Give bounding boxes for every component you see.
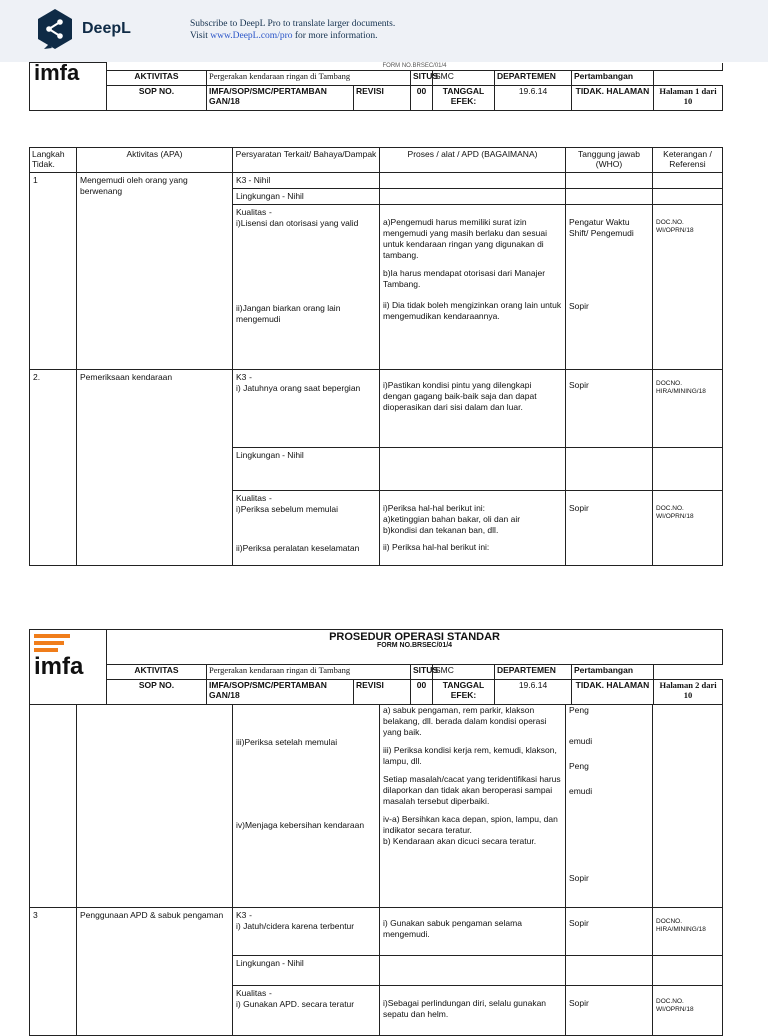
step-3-kualitas-ref: DOC.NO. WI/OPRN/18 [653,986,723,1036]
col-aktivitas: Aktivitas (APA) [77,148,233,173]
departemen-label: DEPARTEMEN [495,664,572,679]
sop-table-page-1 [29,147,723,566]
col-langkah: Langkah Tidak. [30,148,77,173]
revisi-label: REVISI [354,679,411,704]
sop-value: IMFA/SOP/SMC/PERTAMBAN GAN/18 [207,85,354,110]
col-tanggung: Tanggung jawab (WHO) [566,148,653,173]
tanggal-label: TANGGAL EFEK: [433,85,495,110]
aktivitas-value: Pergerakan kendaraan ringan di Tambang [207,664,411,679]
col-persyaratan: Persyaratan Terkait/ Bahaya/Dampak [233,148,380,173]
svg-text:imfa: imfa [34,653,84,680]
step-1-k3: K3 - Nihil [233,173,380,189]
step-3-no: 3 [30,908,77,1036]
situs-value: SMC [433,664,495,679]
step-1-lingkungan: Lingkungan - Nihil [233,189,380,205]
imfa-logo-cell-2 [30,630,107,705]
step-1-ref: DOC.NO. WI/OPRN/18 [653,205,723,370]
sop-label: SOP NO. [107,679,207,704]
step-1-no: 1 [30,173,77,370]
departemen-label: DEPARTEMEN [495,70,572,85]
imfa-logo-icon [30,630,107,702]
step-3-kualitas-req: Kualitas - i) Gunakan APD. secara teratur [233,986,380,1036]
cont-who: Peng emudi Peng emudi Sopir [566,705,653,908]
step-2-kualitas-req: Kualitas - i)Periksa sebelum memulai ii)Periksa peralatan keselamatan [233,491,380,566]
cont-req: iii)Periksa setelah memulai iv)Menjaga kebersihan kendaraan [233,705,380,908]
revisi-value: 00 [411,679,433,704]
revisi-value: 00 [411,85,433,110]
step-2-kualitas-who: Sopir [566,491,653,566]
deepl-promo-text: Subscribe to DeepL Pro to translate larger documents. Visit www.DeepL.com/pro for more information. [190,19,396,41]
deepl-logo-icon [36,8,74,52]
step-3-k3-req: K3 - i) Jatuh/cidera karena terbentur [233,908,380,956]
halaman-label: TIDAK. HALAMAN [572,85,654,110]
document-header-page-1 [29,62,723,111]
imfa-logo-icon [30,60,107,108]
situs-label: SITUS [411,70,433,85]
sop-label: SOP NO. [107,85,207,110]
step-2-no: 2. [30,370,77,566]
svg-text:imfa: imfa [34,60,80,85]
halaman-label: TIDAK. HALAMAN [572,679,654,704]
deepl-brand: DeepL [82,20,131,37]
step-1-process: a)Pengemudi harus memiliki surat izin mengemudi yang masih berlaku dan sesuai untuk kendaraan ringan yang digunakan di tambang. b)Ia harus mendapat otorisasi dari Manajer Tambang. ii) Dia tidak boleh mengizinkan orang lain untuk mengemudikan kendaraannya. [380,205,566,370]
step-2-activity: Pemeriksaan kendaraan [77,370,233,566]
tanggal-value: 19.6.14 [495,679,572,704]
document-header-page-2 [29,629,723,705]
header-form-no-partial: FORM NO.BRSEC/01/4 [107,63,723,71]
col-keterangan: Keterangan / Referensi [653,148,723,173]
aktivitas-label: AKTIVITAS [107,664,207,679]
form-number: FORM NO.BRSEC/01/4 [376,642,453,649]
col-proses: Proses / alat / APD (BAGAIMANA) [380,148,566,173]
step-3-lingkungan: Lingkungan - Nihil [233,956,380,986]
step-3-k3-process: i) Gunakan sabuk pengaman selama mengemudi. [380,908,566,956]
step-3-k3-who: Sopir [566,908,653,956]
step-3-k3-ref: DOCNO. HIRA/MINING/18 [653,908,723,956]
cont-process: a) sabuk pengaman, rem parkir, klakson belakang, dll. berada dalam kondisi operasi yang baik. iii) Periksa kondisi kerja rem, kemudi, klakson, lampu, dll. Setiap masalah/cacat yang teridentifikasi harus dilaporkan dan tidak akan beroperasi sampai masalah tersebut diperbaiki. iv-a) Bersihkan kaca depan, spion, lampu, dan indikator secara teratur. b) Kendaraan akan dicuci secara teratur. [380,705,566,908]
situs-value: SMC [433,70,495,85]
step-3-activity: Penggunaan APD & sabuk pengaman [77,908,233,1036]
tanggal-label: TANGGAL EFEK: [433,679,495,704]
step-3-kualitas-process: i)Sebagai perlindungan diri, selalu gunakan sepatu dan helm. [380,986,566,1036]
step-1-activity: Mengemudi oleh orang yang berwenang [77,173,233,370]
imfa-logo-cell [30,60,107,111]
departemen-value: Pertambangan [572,70,654,85]
step-1-who: Pengatur Waktu Shift/ Pengemudi Sopir [566,205,653,370]
step-2-lingkungan: Lingkungan - Nihil [233,448,380,491]
sop-table-page-2 [29,704,723,1036]
halaman-value: Halaman 2 dari 10 [654,679,723,704]
step-2-kualitas-process: i)Periksa hal-hal berikut ini: a)ketinggian bahan bakar, oli dan air b)kondisi dan tekanan ban, dll. ii) Periksa hal-hal berikut ini: [380,491,566,566]
step-2-k3-req: K3 - i) Jatuhnya orang saat bepergian [233,370,380,448]
step-2-k3-who: Sopir [566,370,653,448]
step-1-kualitas-req: Kualitas - i)Lisensi dan otorisasi yang valid ii)Jangan biarkan orang lain mengemudi [233,205,380,370]
departemen-value: Pertambangan [572,664,654,679]
step-2-kualitas-ref: DOC.NO. WI/OPRN/18 [653,491,723,566]
step-2-k3-ref: DOCNO. HIRA/MINING/18 [653,370,723,448]
aktivitas-label: AKTIVITAS [107,70,207,85]
halaman-value: Halaman 1 dari 10 [654,85,723,110]
header-title-cell [107,630,723,665]
deepl-pro-link[interactable]: www.DeepL.com/pro [210,31,293,41]
situs-label: SITUS [411,664,433,679]
step-3-kualitas-who: Sopir [566,986,653,1036]
step-2-k3-process: i)Pastikan kondisi pintu yang dilengkapi dengan gagang baik-baik saja dan dapat dioperasikan dari sisi dalam dan luar. [380,370,566,448]
revisi-label: REVISI [354,85,411,110]
tanggal-value: 19.6.14 [495,85,572,110]
sop-value: IMFA/SOP/SMC/PERTAMBAN GAN/18 [207,679,354,704]
aktivitas-value: Pergerakan kendaraan ringan di Tambang [207,70,411,85]
page-title: PROSEDUR OPERASI STANDAR [329,631,500,643]
